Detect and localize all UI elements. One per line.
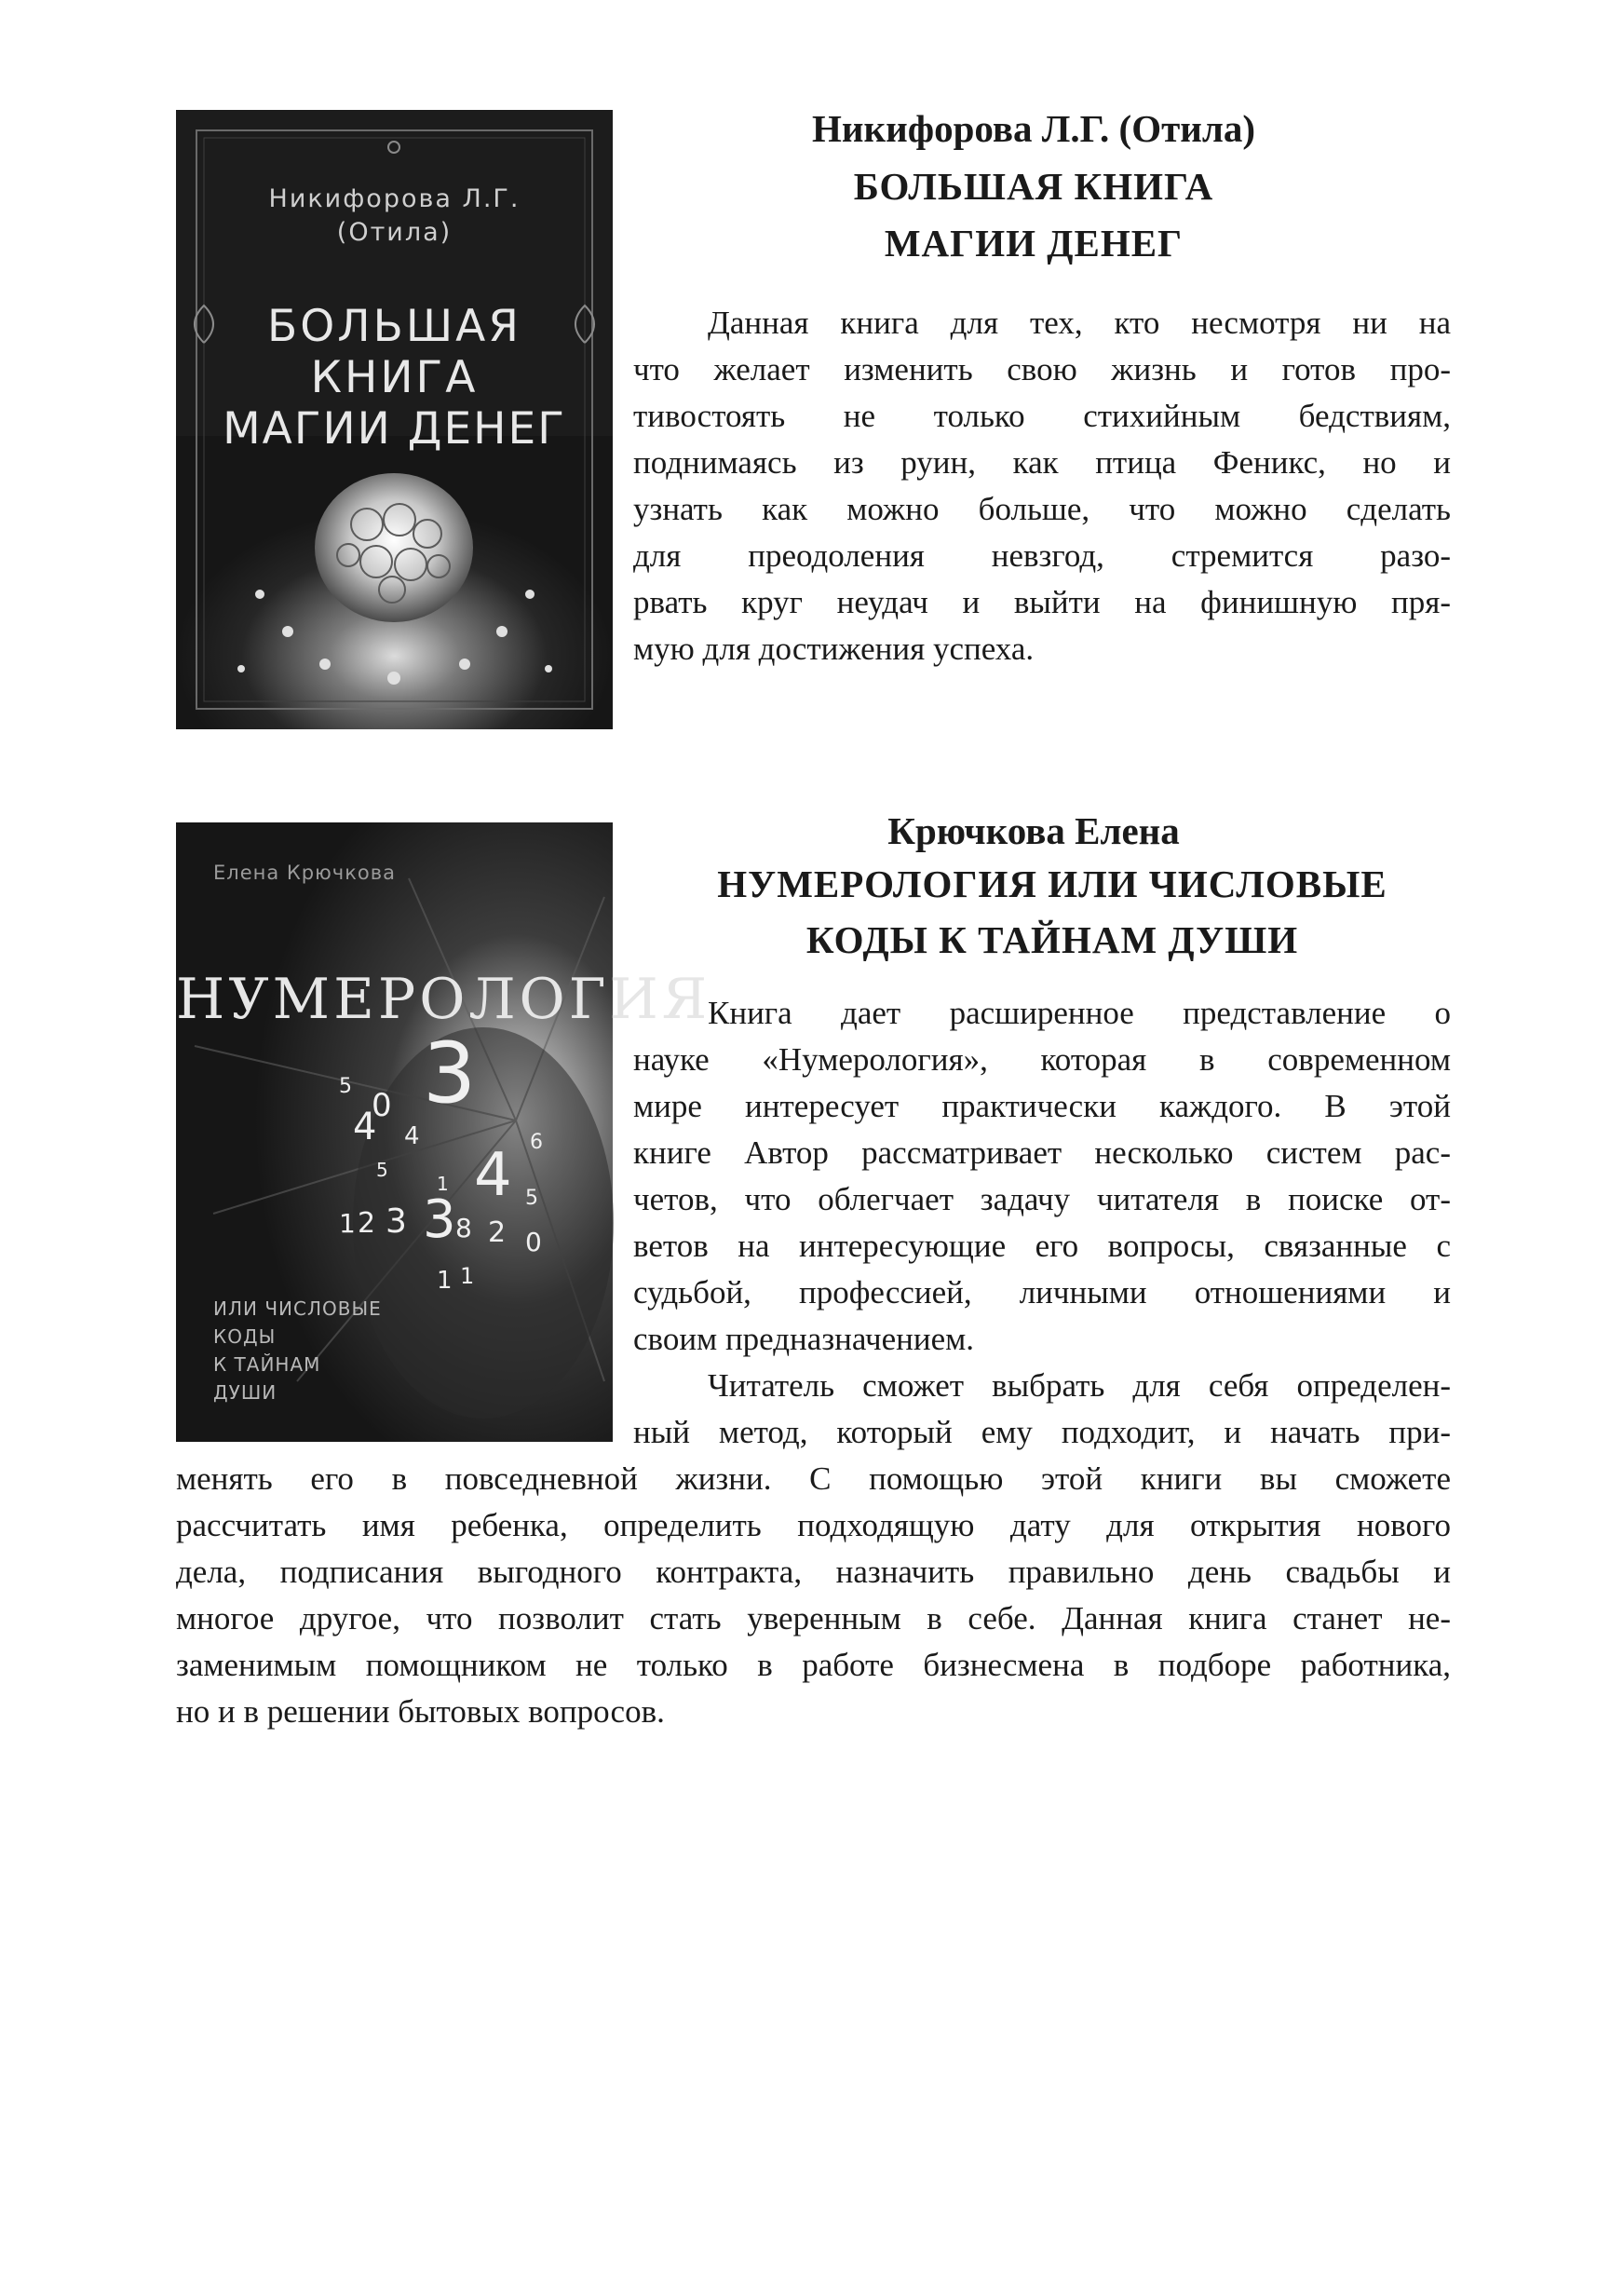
- book2-paragraph1: [633, 990, 1451, 1363]
- text-line: что желает изменить свою жизнь и готов про-: [633, 351, 1451, 387]
- text-line: дела, подписания выгодного контракта, назначить правильно день свадьбы и: [176, 1554, 1451, 1590]
- text-line: науке «Нумерология», которая в современном: [633, 1041, 1451, 1078]
- text-line: ный метод, который ему подходит, и начать при-: [633, 1414, 1451, 1450]
- cover-digit: 6: [530, 1131, 543, 1154]
- cover-art-numbers-head: [176, 822, 711, 1442]
- cover-digit: 4: [404, 1122, 420, 1150]
- cover-digit: 0: [372, 1087, 392, 1124]
- text-line: четов, что облегчает задачу читателя в поиске от-: [633, 1181, 1451, 1217]
- cover-digit: 8: [455, 1213, 472, 1243]
- cover-digit: 3: [423, 1189, 456, 1250]
- text-line: тивостоять не только стихийным бедствиям,: [633, 398, 1451, 434]
- book1-author: Никифорова Л.Г. (Отила): [811, 107, 1256, 150]
- book2-title-line2: КОДЫ К ТАЙНАМ ДУШИ: [805, 918, 1299, 961]
- cover-title: НУМЕРОЛОГИЯ: [176, 967, 711, 1032]
- book1-title-line1: БОЛЬШАЯ КНИГА: [853, 165, 1214, 208]
- cover-digit: 5: [376, 1159, 388, 1181]
- text-line: рвать круг неудач и выйти на финишную пря-: [633, 584, 1451, 620]
- cover-digit: 2: [358, 1207, 376, 1240]
- book1-title-line2: МАГИИ ДЕНЕГ: [884, 222, 1184, 265]
- cover-title-line2: КНИГА: [310, 352, 479, 403]
- text-line: своим предназначением.: [633, 1321, 975, 1357]
- text-line: рассчитать имя ребенка, определить подходящую дату для открытия нового: [176, 1507, 1451, 1543]
- cover-title-line1: БОЛЬШАЯ: [267, 301, 521, 352]
- text-line: Читатель сможет выбрать для себя определен-: [708, 1367, 1451, 1404]
- cover-digit: 2: [488, 1216, 507, 1249]
- cover-subtitle-line3: К ТАЙНАМ: [213, 1353, 321, 1376]
- text-line: ветов на интересующие его вопросы, связанные с: [633, 1228, 1451, 1264]
- book-cover-numerology: [176, 822, 711, 1442]
- text-line: поднимаясь из руин, как птица Феникс, но и: [633, 444, 1451, 481]
- cover-subtitle-line2: КОДЫ: [213, 1325, 277, 1348]
- cover-digit: 3: [386, 1202, 407, 1241]
- text-line: Книга дает расширенное представление о: [708, 995, 1451, 1031]
- text-line: узнать как можно больше, что можно сделать: [633, 491, 1451, 527]
- text-line: для преодоления невзгод, стремится разо-: [633, 537, 1451, 574]
- text-line: книге Автор рассматривает несколько систем рас-: [633, 1134, 1451, 1171]
- cover-subtitle-line1: ИЛИ ЧИСЛОВЫЕ: [213, 1297, 382, 1320]
- book2-paragraph2-bottom: [176, 1456, 1451, 1735]
- cover-digit: 1: [437, 1267, 453, 1295]
- text-line: но и в решении бытовых вопросов.: [176, 1693, 665, 1730]
- cover-digit: 4: [474, 1141, 512, 1210]
- cover-digit: 3: [423, 1025, 477, 1122]
- text-line: менять его в повседневной жизни. С помощью этой книги вы сможете: [176, 1460, 1451, 1497]
- cover-author-line2: (Отила): [336, 218, 453, 247]
- cover-digit: 4: [353, 1106, 377, 1148]
- cover-digit: 1: [460, 1263, 475, 1289]
- book1-description: [633, 300, 1451, 672]
- text-line: Данная книга для тех, кто несмотря ни на: [708, 305, 1451, 341]
- cover-digit: 1: [339, 1208, 356, 1239]
- text-line: мую для достижения успеха.: [633, 631, 1035, 667]
- cover-author: Елена Крючкова: [213, 862, 396, 884]
- cover-digit: 5: [339, 1075, 352, 1098]
- cover-digit: 5: [525, 1187, 538, 1210]
- cover-title-line3: МАГИИ ДЕНЕГ: [223, 403, 566, 455]
- book2-author: Крючкова Елена: [887, 809, 1180, 852]
- text-line: заменимым помощником не только в работе бизнесмена в подборе работника,: [176, 1647, 1451, 1683]
- book2-paragraph2-top: [633, 1363, 1451, 1456]
- book-cover-magic-money: [176, 110, 613, 729]
- text-line: многое другое, что позволит стать уверенным в себе. Данная книга станет не-: [176, 1600, 1451, 1636]
- cover-author-line1: Никифорова Л.Г.: [268, 184, 521, 213]
- text-line: судьбой, профессией, личными отношениями и: [633, 1274, 1451, 1310]
- cover-digit: 0: [525, 1227, 542, 1257]
- cover-subtitle-line4: ДУШИ: [213, 1381, 277, 1404]
- cover-digit: 1: [437, 1173, 449, 1195]
- text-line: мире интересует практически каждого. В этой: [633, 1088, 1451, 1124]
- book2-title-line1: НУМЕРОЛОГИЯ ИЛИ ЧИСЛОВЫЕ: [717, 862, 1387, 905]
